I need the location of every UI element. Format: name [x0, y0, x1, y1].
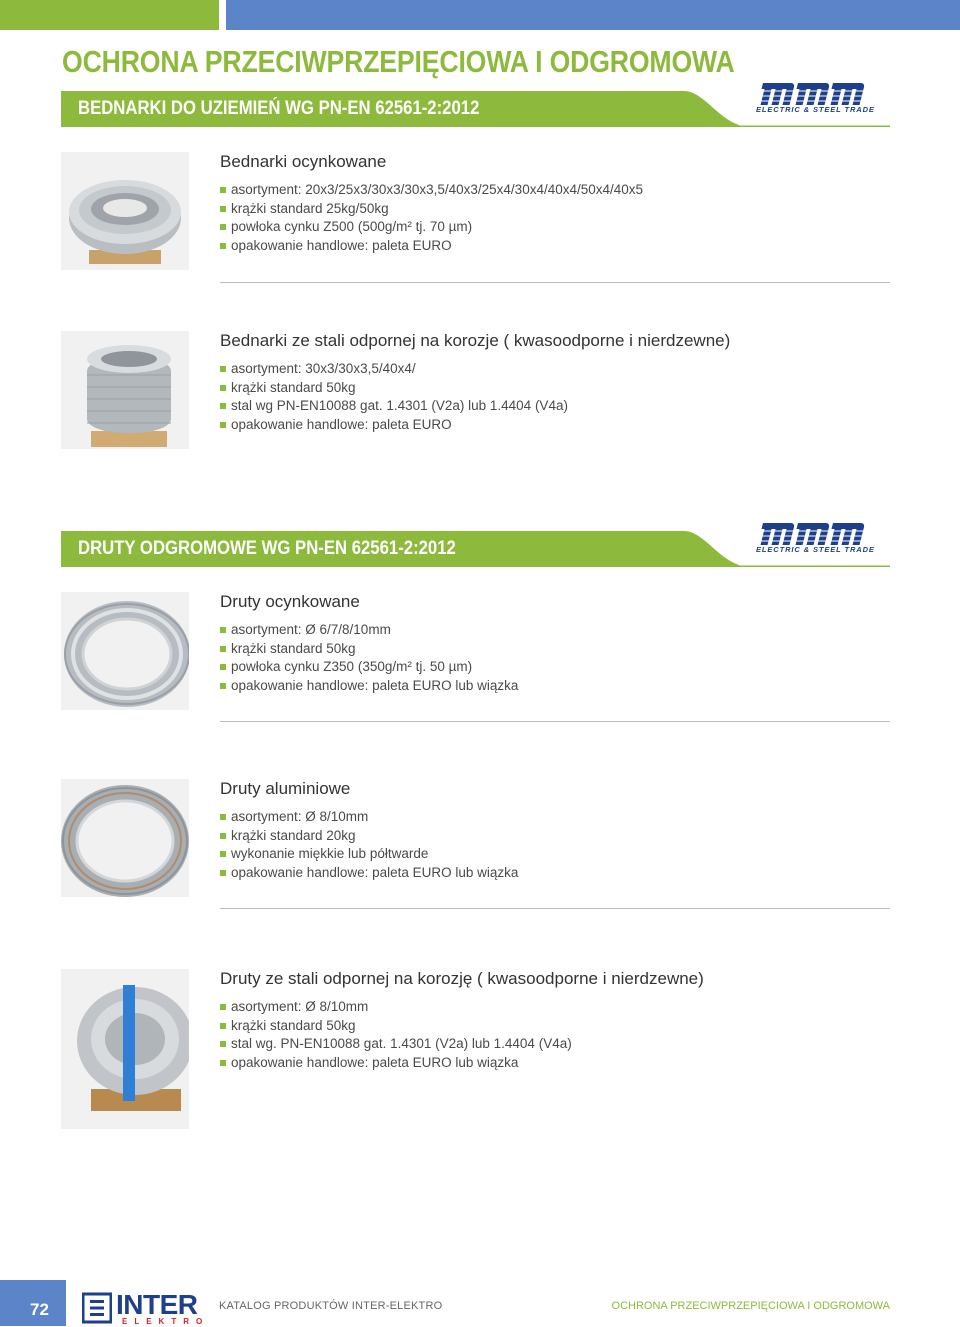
- bullet-square-icon: [220, 870, 226, 876]
- bullet-square-icon: [220, 403, 226, 409]
- spec-item: asortyment: Ø 8/10mm: [220, 998, 572, 1017]
- bullet-square-icon: [220, 187, 226, 193]
- logo-main-text: INTER: [116, 1289, 198, 1320]
- stainless-strip-coil-photo: [61, 331, 189, 449]
- divider: [220, 908, 890, 909]
- spec-item: powłoka cynku Z500 (500g/m² tj. 70 µm): [220, 218, 643, 237]
- bullet-square-icon: [220, 627, 226, 633]
- galvanized-strip-coil-photo: [61, 152, 189, 270]
- product-title: Bednarki ocynkowane: [220, 152, 387, 171]
- bullet-square-icon: [220, 224, 226, 230]
- top-bar-green: [0, 0, 219, 30]
- bullet-square-icon: [220, 422, 226, 428]
- bullet-square-icon: [220, 664, 226, 670]
- bullet-square-icon: [220, 385, 226, 391]
- inter-elektro-logo: [82, 1289, 210, 1327]
- spec-item: asortyment: Ø 6/7/8/10mm: [220, 621, 518, 640]
- spec-list: [220, 808, 518, 882]
- spec-item: asortyment: 20x3/25x3/30x3/30x3,5/40x3/25x4/30x4/40x4/50x4/40x5: [220, 181, 643, 200]
- spec-item: asortyment: Ø 8/10mm: [220, 808, 518, 827]
- section-heading: DRUTY ODGROMOWE WG PN-EN 62561-2:2012: [78, 538, 456, 559]
- bullet-square-icon: [220, 814, 226, 820]
- logo-sub-text: ELEKTRO: [122, 1317, 210, 1326]
- logo-tagline: ELECTRIC & STEEL TRADE: [756, 105, 875, 114]
- bullet-square-icon: [220, 206, 226, 212]
- product-title: Druty ocynkowane: [220, 592, 360, 611]
- spec-item: krążki standard 50kg: [220, 640, 518, 659]
- spec-list: [220, 360, 568, 434]
- spec-item: opakowanie handlowe: paleta EURO lub wiązka: [220, 864, 518, 883]
- spec-item: stal wg PN-EN10088 gat. 1.4301 (V2a) lub 1.4404 (V4a): [220, 397, 568, 416]
- bullet-square-icon: [220, 646, 226, 652]
- spec-item: krążki standard 25kg/50kg: [220, 200, 643, 219]
- spec-item: opakowanie handlowe: paleta EURO lub wiązka: [220, 1054, 572, 1073]
- bullet-square-icon: [220, 1004, 226, 1010]
- bullet-square-icon: [220, 366, 226, 372]
- spec-item: krążki standard 20kg: [220, 827, 518, 846]
- spec-item: wykonanie miękkie lub półtwarde: [220, 845, 518, 864]
- product-title: Druty ze stali odpornej na korozję ( kwasoodporne i nierdzewne): [220, 969, 704, 988]
- spec-item: opakowanie handlowe: paleta EURO: [220, 416, 568, 435]
- spec-item: stal wg. PN-EN10088 gat. 1.4301 (V2a) lub 1.4404 (V4a): [220, 1035, 572, 1054]
- bullet-square-icon: [220, 851, 226, 857]
- page-number: 72: [30, 1300, 49, 1319]
- spec-item: opakowanie handlowe: paleta EURO: [220, 237, 643, 256]
- bullet-square-icon: [220, 1023, 226, 1029]
- catalog-label: KATALOG PRODUKTÓW INTER-ELEKTRO: [219, 1300, 443, 1312]
- spec-item: krążki standard 50kg: [220, 1017, 572, 1036]
- page-title: OCHRONA PRZECIWPRZEPIĘCIOWA I ODGROMOWA: [62, 44, 735, 79]
- spec-list: [220, 181, 643, 255]
- bullet-square-icon: [220, 683, 226, 689]
- spec-item: opakowanie handlowe: paleta EURO lub wiązka: [220, 677, 518, 696]
- product-title: Druty aluminiowe: [220, 779, 351, 798]
- bullet-square-icon: [220, 833, 226, 839]
- mmm-logo: [754, 519, 875, 559]
- spec-list: [220, 621, 518, 695]
- divider: [220, 721, 890, 722]
- section-band-bednarki: [61, 91, 890, 127]
- bullet-square-icon: [220, 243, 226, 249]
- section-heading: BEDNARKI DO UZIEMIEŃ WG PN-EN 62561-2:2012: [78, 98, 480, 119]
- bullet-square-icon: [220, 1060, 226, 1066]
- stainless-wire-coil-photo: [61, 969, 189, 1129]
- section-band-druty: [61, 531, 890, 567]
- divider: [220, 282, 890, 283]
- product-title: Bednarki ze stali odpornej na korozje ( kwasoodporne i nierdzewne): [220, 331, 731, 350]
- mmm-logo: [754, 79, 875, 119]
- spec-item: krążki standard 50kg: [220, 379, 568, 398]
- logo-tagline: ELECTRIC & STEEL TRADE: [756, 545, 875, 554]
- aluminium-wire-coil-photo: [61, 779, 189, 897]
- footer-section-label: OCHRONA PRZECIWPRZEPIĘCIOWA I ODGROMOWA: [611, 1300, 890, 1312]
- top-bar-blue: [226, 0, 960, 30]
- spec-item: powłoka cynku Z350 (350g/m² tj. 50 µm): [220, 658, 518, 677]
- spec-list: [220, 998, 572, 1072]
- bullet-square-icon: [220, 1041, 226, 1047]
- galvanized-wire-coil-photo: [61, 592, 189, 710]
- spec-item: asortyment: 30x3/30x3,5/40x4/: [220, 360, 568, 379]
